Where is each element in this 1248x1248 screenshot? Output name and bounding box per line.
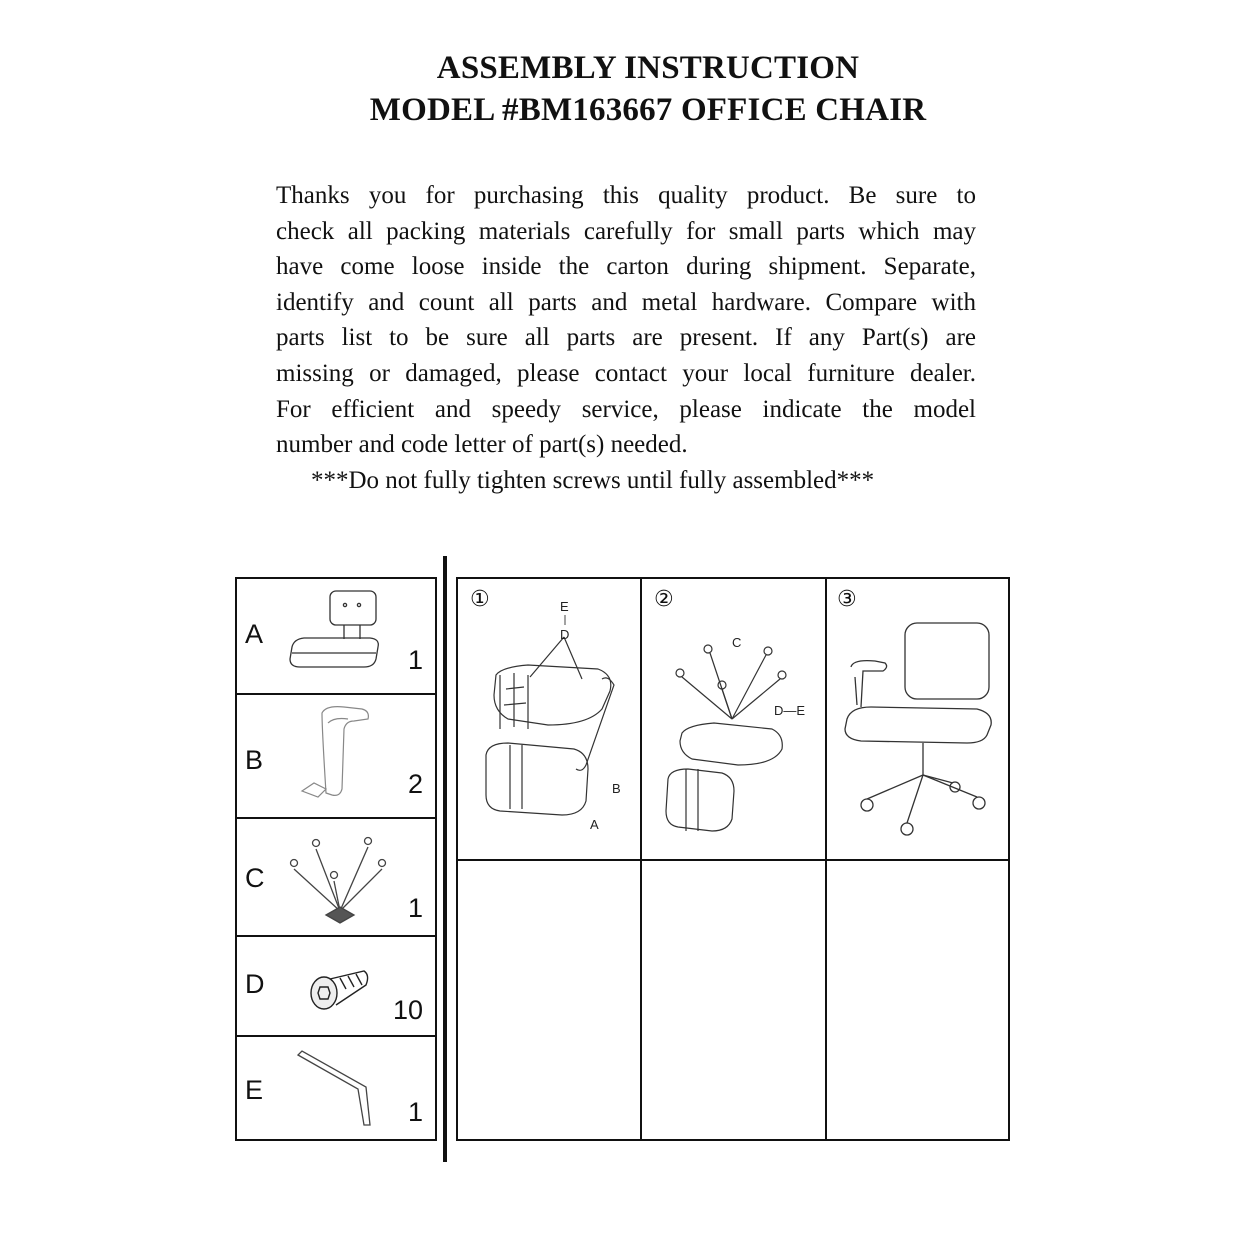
step-1-label-b: B bbox=[612, 781, 621, 796]
armrest-icon bbox=[282, 699, 402, 809]
part-row-c bbox=[235, 819, 437, 937]
part-letter: B bbox=[245, 745, 264, 775]
step-2-panel bbox=[642, 579, 825, 859]
title-line-2: MODEL #BM163667 OFFICE CHAIR bbox=[369, 92, 927, 128]
step-3-panel bbox=[827, 579, 1008, 859]
intro-paragraph bbox=[276, 178, 976, 498]
step-2-diagram bbox=[642, 579, 825, 859]
intro-line: have come loose inside the carton during shipment. Separate, bbox=[276, 253, 976, 281]
intro-line: number and code letter of part(s) needed. bbox=[276, 431, 688, 459]
step-1-diagram bbox=[458, 579, 640, 859]
empty-panel bbox=[827, 861, 1008, 1139]
part-qty: 2 bbox=[407, 769, 423, 799]
step-number: ② bbox=[654, 587, 674, 612]
part-row-d bbox=[235, 937, 437, 1037]
part-letter: C bbox=[245, 863, 265, 893]
step-1-label-d: D bbox=[560, 627, 570, 642]
parts-list bbox=[235, 577, 437, 1141]
part-row-b bbox=[235, 695, 437, 819]
intro-line: For efficient and speedy service, please indicate the model bbox=[276, 395, 976, 423]
part-qty: 10 bbox=[392, 995, 423, 1025]
part-row-a bbox=[235, 577, 437, 695]
empty-panel bbox=[458, 861, 640, 1139]
allen-key-icon bbox=[282, 1041, 402, 1136]
step-1-label-a: A bbox=[590, 817, 599, 832]
step-number: ③ bbox=[837, 587, 857, 612]
title-line-1: ASSEMBLY INSTRUCTION bbox=[436, 50, 860, 86]
intro-line: check all packing materials carefully for small parts which may bbox=[276, 217, 976, 245]
step-number: ① bbox=[470, 587, 490, 612]
seat-back-icon bbox=[282, 583, 402, 683]
step-1-panel bbox=[458, 579, 640, 859]
empty-panel bbox=[642, 861, 825, 1139]
intro-line: identify and count all parts and metal hardware. Compare with bbox=[276, 288, 976, 316]
part-letter: A bbox=[245, 619, 264, 649]
part-letter: D bbox=[245, 969, 265, 999]
step-2-label-c: C bbox=[732, 635, 742, 650]
intro-line: missing or damaged, please contact your local furniture dealer. bbox=[276, 359, 976, 387]
step-2-label-de: D—E bbox=[774, 703, 806, 718]
divider bbox=[443, 556, 447, 1162]
intro-line: parts list to be sure all parts are present. If any Part(s) are bbox=[276, 324, 976, 352]
tighten-note: ***Do not fully tighten screws until fully assembled*** bbox=[311, 466, 875, 494]
star-base-icon bbox=[282, 823, 402, 928]
part-letter: E bbox=[245, 1075, 264, 1105]
step-1-label-e: E bbox=[560, 599, 569, 614]
assembly-steps-grid bbox=[456, 577, 1010, 1141]
step-3-diagram bbox=[827, 579, 1008, 859]
part-row-e bbox=[235, 1037, 437, 1141]
intro-line: Thanks you for purchasing this quality product. Be sure to bbox=[276, 182, 976, 209]
part-qty: 1 bbox=[407, 1097, 423, 1127]
part-qty: 1 bbox=[407, 893, 423, 923]
part-qty: 1 bbox=[407, 645, 423, 675]
bolt-icon bbox=[282, 941, 402, 1031]
